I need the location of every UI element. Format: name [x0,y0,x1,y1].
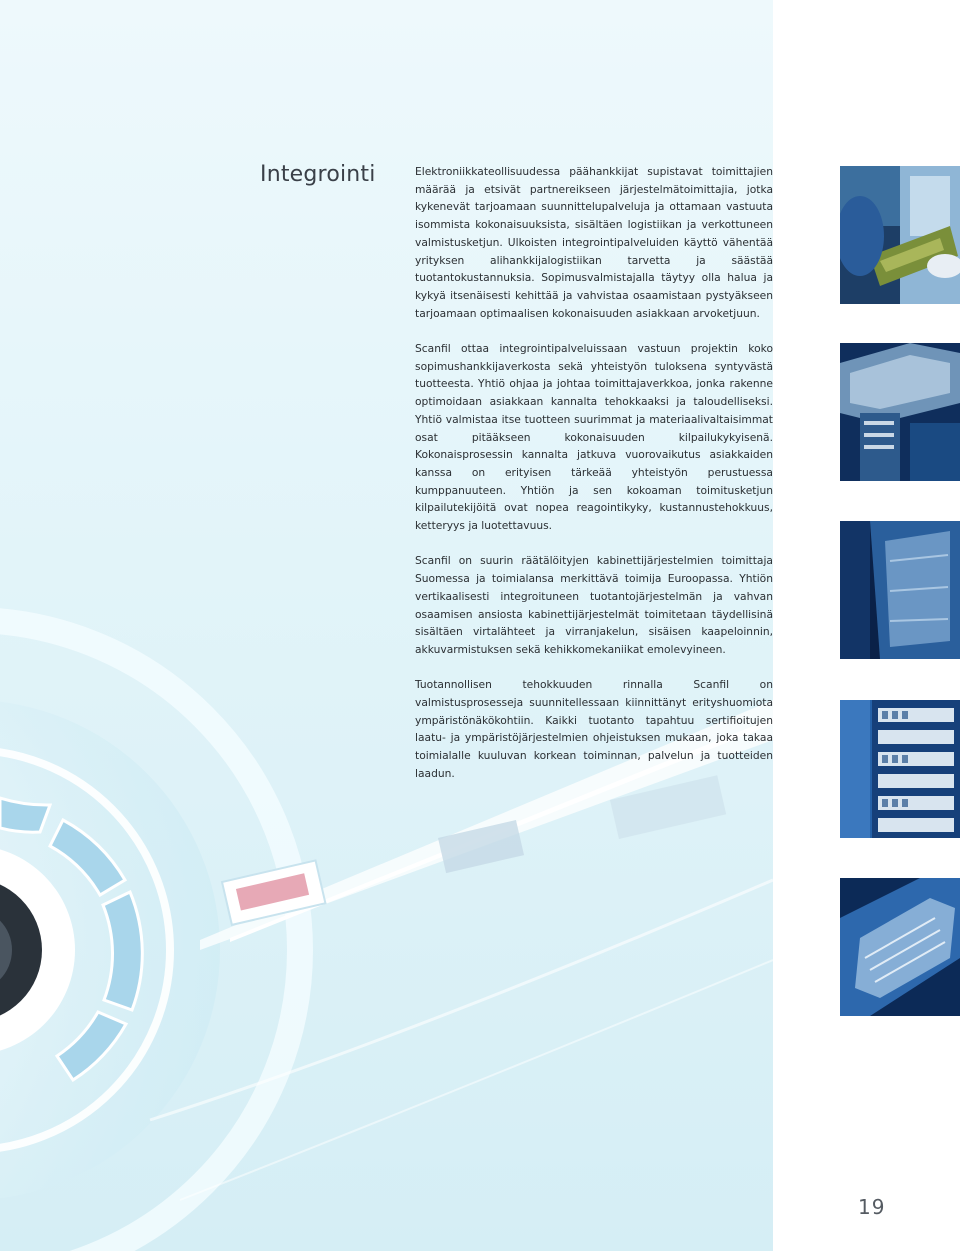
paragraph-2: Scanfil ottaa integrointipalveluissaan vastuun projektin koko sopimushankkijaverkosta sekä yhteistyön tuloksena syntyvästä tuotteesta. Yhtiö ohjaa ja johtaa toimittajaverkkoa, jonka rakenne optimoidaan asiakkaan kannalta tehokkaaksi ja taloudelliseksi. Yhtiö valmistaa itse tuotteen suurimmat ja materiaalivaltaisimmat osat pitääkseen kokonaisuuden kilpailukykyisenä. Kokonaisprosessin kannalta jatkuva vuorovaikutus asiakkaiden kanssa on erityisen tärkeää yhteistyön perustuessa kumppanuuteen. Yhtiön ja sen kokoaman toimitusketjun kilpailutekijöitä ovat nopea reagointikyky, kustannustehokkuus, ketteryys ja luotettavuus. [415,342,773,533]
rack-shelves-photo [840,700,960,838]
page-number: 19 [858,1195,886,1219]
circuit-board-assembly-photo [840,166,960,304]
paragraph-4: Tuotannollisen tehokkuuden rinnalla Scanfil on valmistusprosesseja suunnitellessaan kiinnittänyt erityshuomiota ympäristönäkökohtiin. Kaikki tuotanto tapahtuu sertifioitujen laatu- ja ympäristöjärjestelmien ohjeistuksen mukaan, joka takaa toimialalle kuuluvan korkean toiminnan, palvelun ja tuotteiden laadun. [415,678,773,780]
cabinet-wiring-photo [840,878,960,1016]
server-rack-photo [840,521,960,659]
paragraph-1: Elektroniikkateollisuudessa päähankkijat supistavat toimittajien määrää ja etsivät partnereikseen järjestelmätoimittajia, jotka kykenevät tarjoamaan suunnittelupalveluja ja ottamaan vastuuta isommista kokonaisuuksista, sisältäen logistiikan ja verkottuneen valmistusketjun. Ulkoisten integrointipalveluiden käyttö vähentää yrityksen alihankkijalogistiikan tarvetta ja säästää tuotantokustannuksia. Sopimusvalmistajalla täytyy olla halua ja kykyä itsenäisesti kehittää ja vahvistaa osaamistaan pystyäkseen tarjoamaan optimaalisen kokonaisuuden asiakkaan arvoketjuun. [415,165,773,320]
cabinet-interior-photo [840,343,960,481]
paragraph-3: Scanfil on suurin räätälöityjen kabinettijärjestelmien toimittaja Suomessa ja toimialansa merkittävä toimija Euroopassa. Yhtiön vertikaalisesti integroituneen tuotantojärjestelmän ja vahvan osaamisen ansiosta kabinettijärjestelmät toimitetaan täydellisinä sisältäen virtalähteet ja virranjakelun, sisäisen kaapeloinnin, akkuvarmistuksen sekä kehikkomekaniikat emolevyineen. [415,554,773,656]
article-body [415,163,773,800]
section-title: Integrointi [260,162,376,187]
